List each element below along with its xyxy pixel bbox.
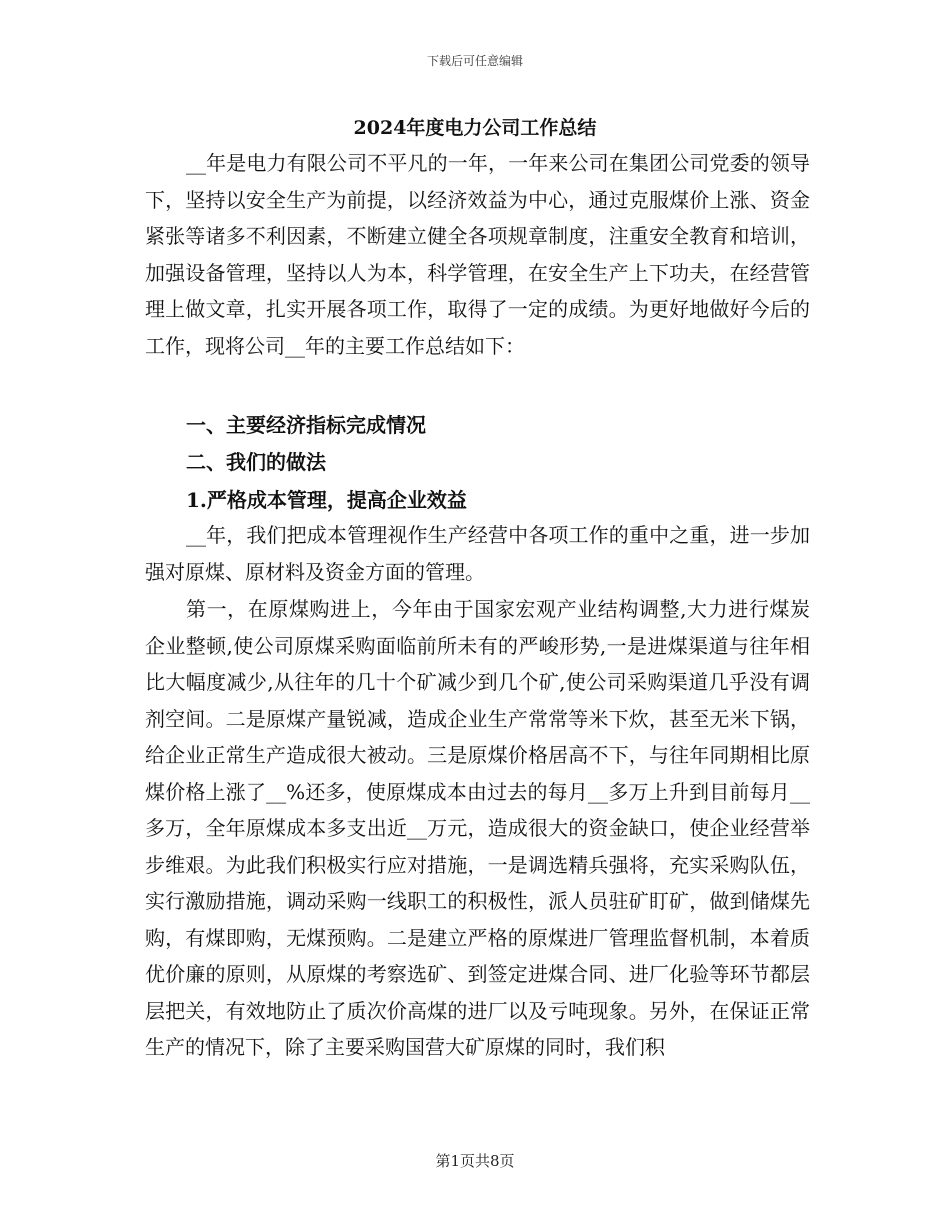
subsection-heading-cost-management: 1.严格成本管理，提高企业效益: [186, 488, 467, 512]
cost-management-paragraph: __年，我们把成本管理视作生产经营中各项工作的重中之重，进一步加强对原煤、原材料及资金方面的管理。: [145, 523, 810, 584]
page-header-note: 下载后可任意编辑: [426, 54, 523, 68]
page-number: 第1页共8页: [435, 1152, 515, 1170]
document-title: 2024年度电力公司工作总结: [353, 117, 597, 139]
section-heading-indicators: 一、主要经济指标完成情况: [186, 413, 426, 437]
section-heading-methods: 二、我们的做法: [186, 450, 326, 474]
intro-paragraph: __年是电力有限公司不平凡的一年，一年来公司在集团公司党委的领导下，坚持以安全生产为前提，以经济效益为中心，通过克服煤价上涨、资金紧张等诸多不利因素，不断建立健全各项规章制度，注重安全教育和培训，加强设备管理，坚持以人为本，科学管理，在安全生产上下功夫，在经营管理上做文章，扎实开展各项工作，取得了一定的成绩。为更好地做好今后的工作，现将公司__年的主要工作总结如下：: [145, 151, 810, 358]
coal-purchase-paragraph: 第一，在原煤购进上，今年由于国家宏观产业结构调整,大力进行煤炭企业整顿,使公司原煤采购面临前所未有的严峻形势,一是进煤渠道与往年相比大幅度减少,从往年的几十个矿减少到几个矿,使公司采购渠道几乎没有调剂空间。二是原煤产量锐减，造成企业生产常常等米下炊，甚至无米下锅，给企业正常生产造成很大被动。三是原煤价格居高不下，与往年同期相比原煤价格上涨了__%还多，使原煤成本由过去的每月__多万上升到目前每月__多万，全年原煤成本多支出近__万元，造成很大的资金缺口，使企业经营举步维艰。为此我们积极实行应对措施，一是调选精兵强将，充实采购队伍，实行激励措施，调动采购一线职工的积极性，派人员驻矿盯矿，做到储煤先购，有煤即购，无煤预购。二是建立严格的原煤进厂管理监督机制，本着质优价廉的原则，从原煤的考察选矿、到签定进煤合同、进厂化验等环节都层层把关，有效地防止了质次价高煤的进厂以及亏吨现象。另外，在保证正常生产的情况下，除了主要采购国营大矿原煤的同时，我们积: [145, 597, 810, 1059]
